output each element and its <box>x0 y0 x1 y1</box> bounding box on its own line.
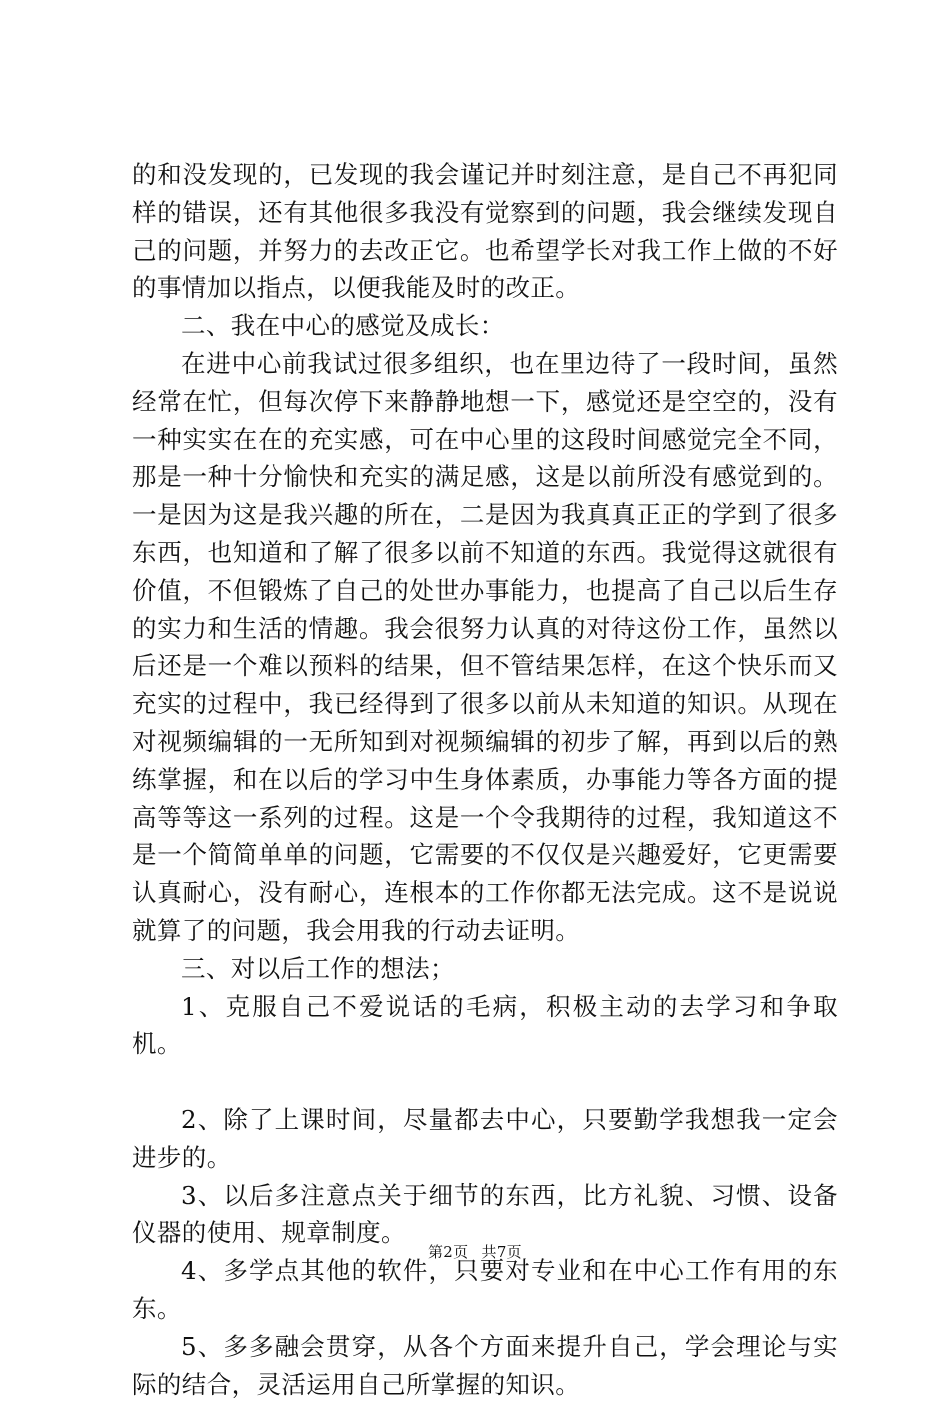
list-item-5: 5、多多融会贯穿，从各个方面来提升自己，学会理论与实际的结合，灵活运用自己所掌握的知识。 <box>132 1331 838 1399</box>
paragraph-feelings: 在进中心前我试过很多组织，也在里边待了一段时间，虽然经常在忙，但每次停下来静静地想一下，感觉还是空空的，没有一种实实在在的充实感，可在中心里的这段时间感觉完全不同，那是一种十分愉快和充实的满足感，这是以前所没有感觉到的。一是因为这是我兴趣的所在，二是因为我真真正正的学到了很多东西，也知道和了解了很多以前不知道的东西。我觉得这就很有价值，不但锻炼了自己的处世办事能力，也提高了自己以后生存的实力和生活的情趣。我会很努力认真的对待这份工作，虽然以后还是一个难以预料的结果，但不管结果怎样，在这个快乐而又充实的过程中，我已经得到了很多以前从未知道的知识。从现在对视频编辑的一无所知到对视频编辑的初步了解，再到以后的熟练掌握，和在以后的学习中生身体素质，办事能力等各方面的提高等等这一系列的过程。这是一个令我期待的过程，我知道这不是一个简简单单的问题，它需要的不仅仅是兴趣爱好，它更需要认真耐心，没有耐心，连根本的工作你都无法完成。这不是说说就算了的问题，我会用我的行动去证明。 <box>132 348 838 945</box>
list-item-2: 2、除了上课时间，尽量都去中心，只要勤学我想我一定会进步的。 <box>132 1104 838 1172</box>
page-number: 第2页 <box>428 1243 469 1261</box>
blank-line <box>132 1063 838 1101</box>
section-heading-feelings: 二、我在中心的感觉及成长： <box>181 311 505 341</box>
page-footer <box>0 1241 950 1262</box>
document-body <box>132 156 838 1403</box>
list-item-1: 1、克服自己不爱说话的毛病，积极主动的去学习和争取机。 <box>132 991 838 1059</box>
paragraph-continuation: 的和没发现的，已发现的我会谨记并时刻注意，是自己不再犯同样的错误，还有其他很多我没有觉察到的问题，我会继续发现自己的问题，并努力的去改正它。也希望学长对我工作上做的不好的事情加以指点，以便我能及时的改正。 <box>132 160 838 303</box>
section-heading-future: 三、对以后工作的想法； <box>181 953 455 983</box>
list-item-4: 4、多学点其他的软件，只要对专业和在中心工作有用的东东。 <box>132 1256 838 1323</box>
list-item-3: 3、以后多注意点关于细节的东西，比方礼貌、习惯、设备仪器的使用、规章制度。 <box>132 1180 838 1248</box>
page-total: 共7页 <box>481 1243 522 1261</box>
